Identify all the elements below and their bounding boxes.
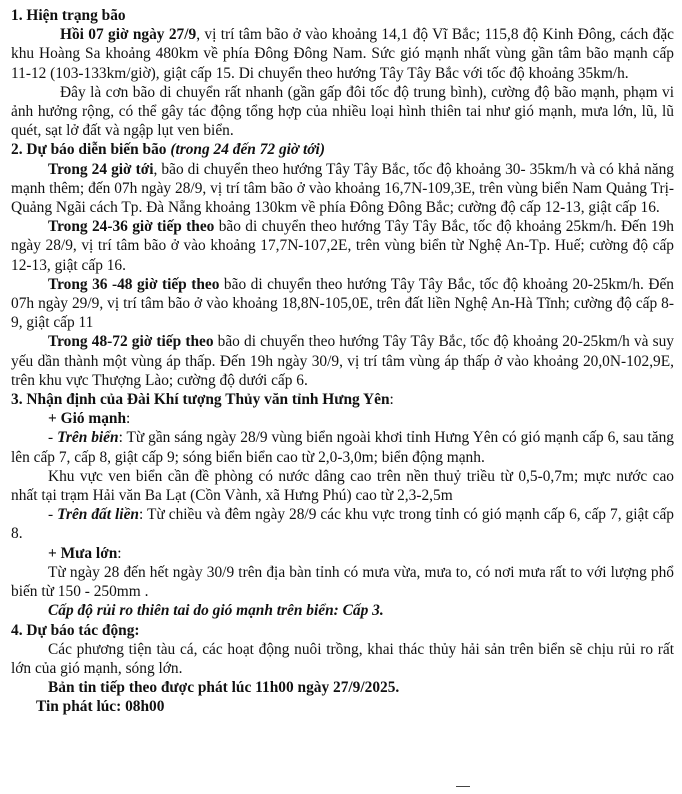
section-2-title: 2. Dự báo diễn biến bão xyxy=(11,141,171,159)
status-time: Hồi 07 giờ ngày 27/9 xyxy=(60,26,197,44)
next-bulletin: Bản tin tiếp theo được phát lúc 11h00 ngày 27/9/2025. xyxy=(48,679,400,697)
section-1-heading: 1. Hiện trạng bão xyxy=(11,7,126,24)
risk-level: Cấp độ rủi ro thiên tai do gió mạnh trên biển: Cấp 3. xyxy=(48,602,384,620)
forecast-48-72h xyxy=(11,332,674,390)
storm-character-paragraph: Đây là cơn bão di chuyển rất nhanh (gần gấp đôi tốc độ trung bình), cường độ bão mạnh, phạm vi ảnh hưởng rộng, có thể gây tác động tổng hợp của nhiều loại hình thiên tai như gió mạnh, mưa lớn, lũ, lũ quét, sạt lở đất và ngập lụt ven biển. xyxy=(11,83,674,140)
rain-heading xyxy=(11,544,674,563)
status-text: , vị trí tâm bão ở vào khoảng 14,1 độ Vĩ Bắc; 115,8 độ Kinh Đông, cách đặc khu Hoàng Sa khoảng 480km về phía Đông Đông Nam. Sức gió mạnh nhất vùng gần tâm bão mạnh cấp 11-12 (103-133km/giờ), giật cấp 15. Di chuyển theo hướng Tây Tây Bắc với tốc độ khoảng 35km/h. xyxy=(11,26,674,82)
issued-time: Tin phát lúc: 08h00 xyxy=(36,698,165,716)
bottom-dash-mark xyxy=(456,786,470,787)
land-label: Trên đất liền xyxy=(57,506,139,524)
section-2-subtitle: (trong 24 đến 72 giờ tới) xyxy=(170,141,325,159)
forecast-36-48h-label: Trong 36 -48 giờ tiếp theo xyxy=(48,275,220,293)
forecast-48-72h-label: Trong 48-72 giờ tiếp theo xyxy=(48,333,214,351)
forecast-24-36h-text: bão di chuyển theo hướng Tây Tây Bắc, tốc độ khoảng 25km/h. Đến 19h ngày 28/9, vị trí tâm bão ở vào khoảng 17,7N-107,2E, trên vùng biển từ Nghệ An-Tp. Huế; cường độ cấp 12-13, giật cấp 16. xyxy=(11,218,675,274)
section-3-heading xyxy=(11,390,674,409)
rain-colon: : xyxy=(117,544,122,562)
forecast-24h xyxy=(11,160,674,218)
current-status-paragraph xyxy=(11,25,674,83)
forecast-24-36h xyxy=(11,217,674,275)
impact-paragraph: Các phương tiện tàu cá, các hoạt động nuôi trồng, khai thác thủy hải sản trên biển sẽ chịu rủi ro rất lớn của gió mạnh, sóng lớn. xyxy=(11,640,674,677)
land-text: : Từ chiều và đêm ngày 28/9 các khu vực trong tỉnh có gió mạnh cấp 6, cấp 7, giật cấp 8. xyxy=(11,506,675,543)
forecast-24h-text: , bão di chuyển theo hướng Tây Tây Bắc, tốc độ khoảng 30- 35km/h và có khả năng mạnh thêm; đến 07h ngày 28/9, vị trí tâm bão ở vào khoảng 16,7N-109,3E, trên vùng biển Nam Quảng Trị-Quảng Ngãi cách Tp. Đà Nẵng khoảng 130km về phía Đông Đông Bắc; cường độ cấp 12-13, giật cấp 16. xyxy=(11,160,674,217)
wind-label: + Gió mạnh xyxy=(48,410,127,428)
forecast-48-72h-text: bão di chuyển theo hướng Tây Tây Bắc, tốc độ khoảng 20-25km/h và suy yếu dần thành một vùng áp thấp. Đến 19h ngày 30/9, vị trí tâm vùng áp thấp ở vào khoảng 20,0N-102,9E, trên khu vực Thượng Lào; cường độ dưới cấp 6. xyxy=(11,333,675,389)
section-3-colon: : xyxy=(389,391,394,409)
sea-dash: - xyxy=(48,429,58,447)
sea-text: : Từ gần sáng ngày 28/9 vùng biển ngoài khơi tỉnh Hưng Yên có gió mạnh cấp 6, sau tăng lên cấp 7, cấp 8, giật cấp 9; sóng biển biển cao từ 2,0-3,0m; biển động mạnh. xyxy=(11,429,674,466)
land-dash: - xyxy=(48,506,58,524)
sea-wind-paragraph xyxy=(11,428,674,466)
section-4-heading: 4. Dự báo tác động: xyxy=(11,621,140,639)
coastal-surge-paragraph: Khu vực ven biển cần đề phòng có nước dâng cao trên nền thuỷ triều từ 0,5-0,7m; mực nước cao nhất tại trạm Hải văn Ba Lạt (Cồn Vành, xã Hưng Phú) cao từ 2,3-2,5m xyxy=(11,467,674,505)
section-2-heading xyxy=(11,140,674,159)
wind-heading xyxy=(11,409,674,428)
forecast-24h-label: Trong 24 giờ tới xyxy=(48,160,154,178)
section-3-title: 3. Nhận định của Đài Khí tượng Thủy văn tỉnh Hưng Yên xyxy=(11,391,390,409)
sea-label: Trên biển xyxy=(57,429,119,447)
wind-colon: : xyxy=(126,410,131,428)
forecast-24-36h-label: Trong 24-36 giờ tiếp theo xyxy=(48,218,215,236)
forecast-36-48h xyxy=(11,275,674,333)
land-wind-paragraph xyxy=(11,505,674,543)
rain-paragraph: Từ ngày 28 đến hết ngày 30/9 trên địa bàn tỉnh có mưa vừa, mưa to, có nơi mưa rất to với lượng phổ biến từ 150 - 250mm . xyxy=(11,563,674,601)
rain-label: + Mưa lớn xyxy=(48,544,118,562)
forecast-36-48h-text: bão di chuyển theo hướng Tây Tây Bắc, tốc độ khoảng 20-25km/h. Đến 07h ngày 29/9, vị trí tâm bão ở vào khoảng 18,8N-105,0E, trên đất liền Nghệ An-Hà Tĩnh; cường độ cấp 8-9, giật cấp 11 xyxy=(11,275,674,332)
